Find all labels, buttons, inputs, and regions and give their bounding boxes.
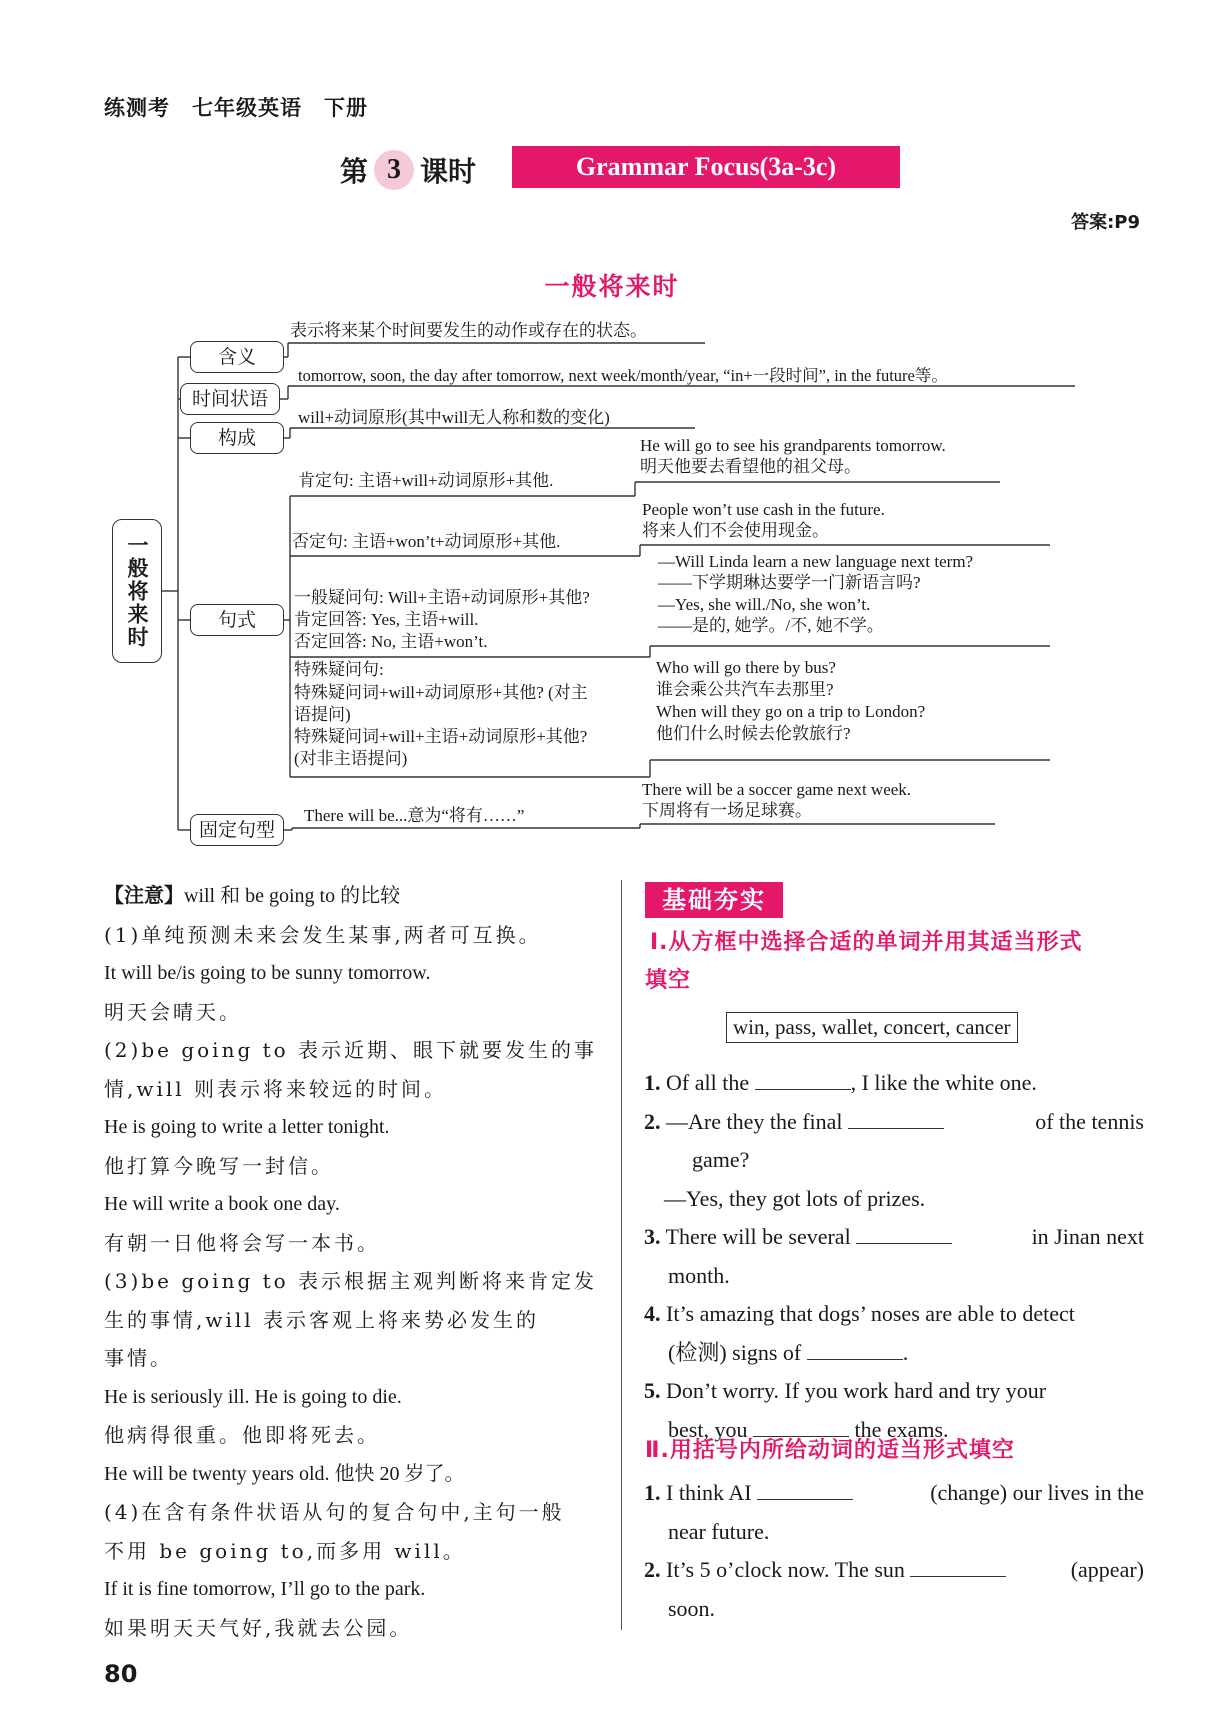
note-line: He will write a book one day. [104, 1193, 340, 1215]
answer-blank[interactable] [757, 1482, 853, 1500]
fixed-pattern-example-zh: 下周将有一场足球赛。 [642, 801, 812, 820]
question-number: 1. [644, 1480, 661, 1505]
question-number: 3. [644, 1224, 661, 1249]
general-question-ex4: ——是的, 她学。/不, 她不学。 [658, 616, 884, 635]
note-line: 他病得很重。他即将死去。 [104, 1423, 380, 1447]
node-meaning: 含义 [190, 341, 284, 373]
question-text: —Are they the final [666, 1108, 849, 1134]
book-title: 练测考 七年级英语 下册 [104, 96, 368, 120]
topic-banner: Grammar Focus(3a-3c) [512, 146, 900, 188]
question-text: (检测) signs of [668, 1339, 807, 1365]
affirmative-rule: 肯定句: 主语+will+动词原形+其他. [298, 471, 554, 490]
note-line: It will be/is going to be sunny tomorrow. [104, 962, 431, 984]
section-badge: 基础夯实 [645, 882, 783, 918]
negative-example-en: People won’t use cash in the future. [642, 500, 885, 519]
question-text: of the tennis [1035, 1108, 1144, 1134]
question-2-cont: game? [692, 1147, 750, 1172]
special-question-nonsubject: 特殊疑问词+will+主语+动词原形+其他? [294, 727, 588, 746]
question-ii-2-cont: soon. [668, 1595, 716, 1621]
question-text: Don’t worry. If you work hard and try your [666, 1378, 1047, 1403]
fixed-pattern-example-en: There will be a soccer game next week. [642, 780, 912, 799]
question-number: 2. [644, 1108, 661, 1134]
note-line: (3)be going to 表示根据主观判断将来肯定发 [104, 1269, 598, 1293]
question-number: 4. [644, 1301, 661, 1326]
note-label: 【注意】 [104, 883, 184, 907]
word-bank: win, pass, wallet, concert, cancer [726, 1012, 1018, 1043]
mind-map-root: 一般将来时 [112, 519, 162, 663]
mind-map-title: 一般将来时 [544, 272, 680, 301]
note-section [104, 876, 599, 1647]
question-text: (appear) [1070, 1557, 1144, 1582]
general-question-no: 否定回答: No, 主语+won’t. [294, 632, 488, 651]
note-line: 有朝一日他将会写一本书。 [104, 1230, 380, 1255]
note-line: (1)单纯预测未来会发生某事,两者可互换。 [104, 922, 542, 947]
section1-title-cont: 填空 [645, 968, 692, 993]
question-1 [644, 1064, 1144, 1103]
special-question-ex1: Who will go there by bus? [656, 658, 836, 677]
affirmative-example-zh: 明天他要去看望他的祖父母。 [640, 457, 861, 476]
question-4 [644, 1295, 1144, 1334]
note-line: If it is fine tomorrow, I’ll go to the park. [104, 1578, 426, 1600]
note-line: 他打算今晚写一封信。 [104, 1153, 334, 1178]
negative-example-zh: 将来人们不会使用现金。 [642, 521, 829, 540]
question-3-cont: month. [668, 1262, 730, 1288]
note-line: (4)在含有条件状语从句的复合句中,主句一般 [104, 1500, 565, 1524]
special-question-subject-note: 语提问) [294, 705, 351, 724]
question-text: . [902, 1339, 909, 1365]
negative-rule: 否定句: 主语+won’t+动词原形+其他. [292, 532, 561, 551]
question-text: the exams. [848, 1416, 949, 1442]
time-adverbial-text: tomorrow, soon, the day after tomorrow, next week/month/year, “in+一段时间”, in the future等。 [298, 366, 948, 385]
question-4-cont [644, 1334, 1144, 1373]
question-text: It’s amazing that dogs’ noses are able to detect [666, 1301, 1075, 1326]
lesson-prefix: 第 [340, 155, 369, 188]
answer-blank[interactable] [807, 1342, 903, 1360]
question-5 [644, 1372, 1144, 1411]
page-number: 80 [104, 1660, 138, 1688]
node-fixed-pattern: 固定句型 [190, 814, 284, 846]
answer-blank[interactable] [755, 1072, 851, 1090]
question-number: 2. [644, 1557, 661, 1582]
question-number: 5. [644, 1378, 661, 1403]
general-question-ex2: ——下学期琳达要学一门新语言吗? [658, 573, 921, 592]
note-line: He will be twenty years old. 他快 20 岁了。 [104, 1462, 465, 1485]
note-heading-text: will 和 be going to 的比较 [184, 885, 401, 907]
question-text: , I like the white one. [850, 1070, 1037, 1095]
question-text: best, you [668, 1416, 753, 1442]
note-line: 不用 be going to,而多用 will。 [104, 1538, 466, 1563]
special-question-subject: 特殊疑问词+will+动词原形+其他? (对主 [294, 683, 588, 702]
question-text: Of all the [666, 1070, 755, 1095]
special-question-ex4: 他们什么时候去伦敦旅行? [656, 724, 851, 743]
note-line: He is going to write a letter tonight. [104, 1116, 390, 1138]
section2-title: Ⅱ.用括号内所给动词的适当形式填空 [645, 1438, 1015, 1463]
note-line: 事情。 [104, 1346, 173, 1370]
question-ii-1-cont: near future. [668, 1518, 770, 1544]
note-line: He is seriously ill. He is going to die. [104, 1385, 402, 1408]
question-3 [644, 1218, 1144, 1257]
special-question-nonsubject-note: (对非主语提问) [294, 749, 408, 768]
section1-questions [644, 1064, 1144, 1449]
lesson-number: 3 [374, 150, 414, 190]
answer-reference: 答案:P9 [1071, 212, 1140, 233]
question-2-reply: —Yes, they got lots of prizes. [664, 1185, 926, 1211]
general-question-ex1: —Will Linda learn a new language next term? [658, 552, 974, 571]
answer-blank[interactable] [856, 1226, 952, 1244]
affirmative-example-en: He will go to see his grandparents tomorrow. [640, 436, 946, 455]
column-divider [621, 880, 622, 1630]
note-line: (2)be going to 表示近期、眼下就要发生的事 [104, 1038, 598, 1062]
question-ii-1 [644, 1474, 1144, 1513]
general-question-ex3: —Yes, she will./No, she won’t. [658, 595, 871, 614]
question-text: It’s 5 o’clock now. The sun [666, 1557, 911, 1582]
note-line: 明天会晴天。 [104, 999, 242, 1024]
lesson-suffix: 课时 [420, 155, 477, 188]
note-line: 情,will 则表示将来较远的时间。 [104, 1076, 448, 1101]
note-heading [104, 876, 599, 916]
question-text: (change) our lives in the [930, 1480, 1144, 1505]
question-text: There will be several [665, 1224, 857, 1249]
note-line: 生的事情,will 表示客观上将来势必发生的 [104, 1307, 540, 1332]
question-number: 1. [644, 1070, 661, 1095]
node-structure: 构成 [190, 422, 284, 454]
special-question-rule: 特殊疑问句: [294, 660, 384, 679]
answer-blank[interactable] [910, 1559, 1006, 1577]
structure-text: will+动词原形(其中will无人称和数的变化) [298, 408, 610, 427]
section2-questions [644, 1474, 1144, 1628]
question-text: I think AI [666, 1480, 758, 1505]
special-question-ex2: 谁会乘公共汽车去那里? [656, 680, 834, 699]
node-patterns: 句式 [190, 604, 284, 636]
note-line: 如果明天天气好,我就去公园。 [104, 1615, 413, 1640]
answer-blank[interactable] [848, 1111, 944, 1129]
special-question-ex3: When will they go on a trip to London? [656, 702, 926, 721]
question-ii-2 [644, 1551, 1144, 1590]
meaning-text: 表示将来某个时间要发生的动作或存在的状态。 [290, 321, 647, 341]
general-question-rule: 一般疑问句: Will+主语+动词原形+其他? [294, 588, 590, 607]
question-text: in Jinan next [1031, 1224, 1144, 1249]
general-question-yes: 肯定回答: Yes, 主语+will. [294, 610, 479, 629]
section1-title: Ⅰ.从方框中选择合适的单词并用其适当形式 [650, 930, 1083, 955]
question-2 [644, 1103, 1144, 1142]
node-time-adverbial: 时间状语 [180, 383, 280, 415]
fixed-pattern-rule: There will be...意为“将有……” [304, 806, 525, 825]
